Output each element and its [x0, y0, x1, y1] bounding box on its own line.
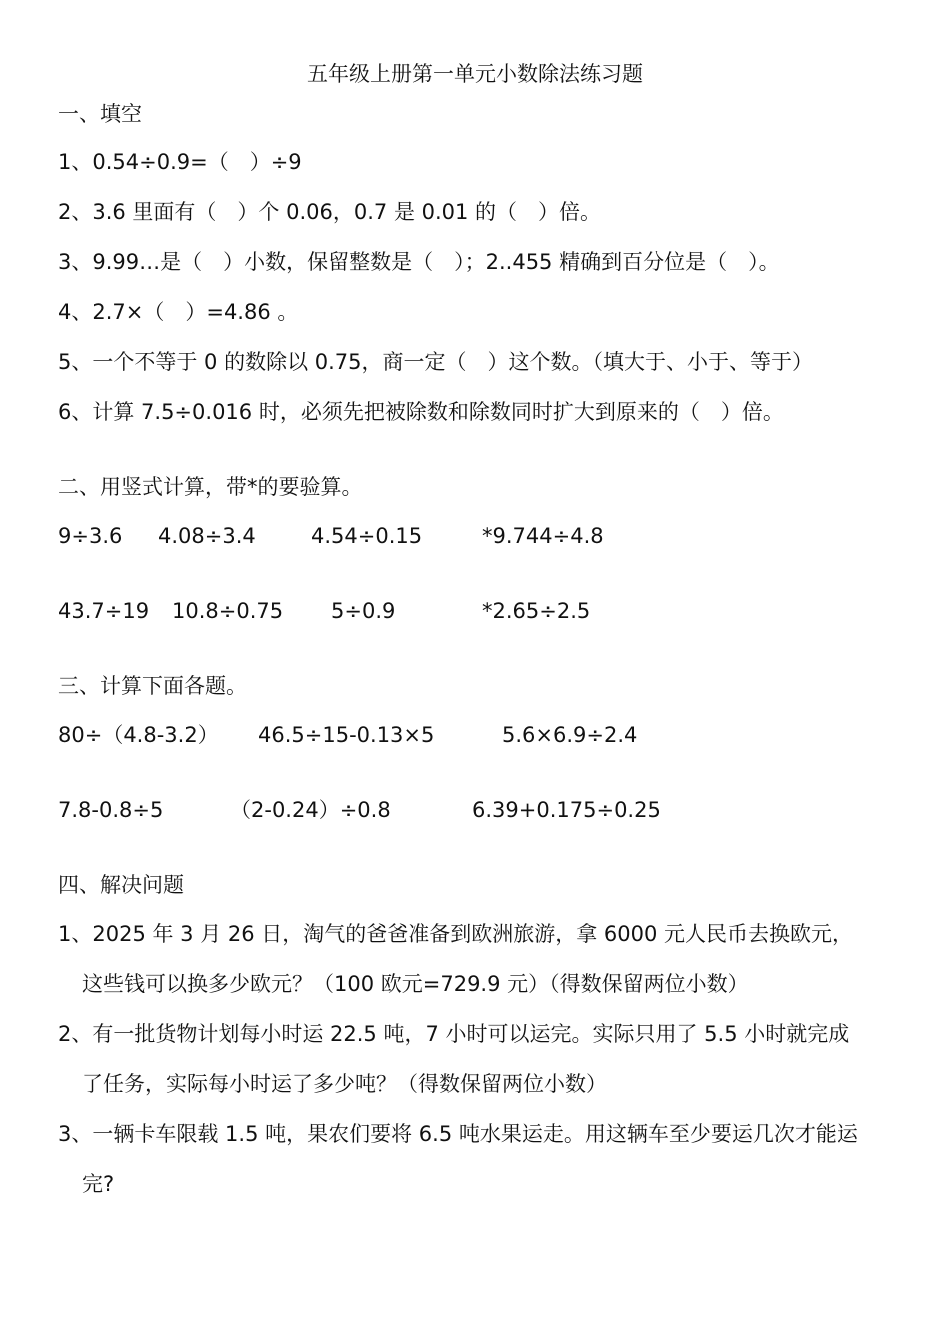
calc-problem: 4.08÷3.4: [158, 524, 256, 548]
document-title: 五年级上册第一单元小数除法练习题: [307, 62, 643, 86]
compute-problem: 80÷（4.8-3.2）: [58, 723, 219, 747]
compute-problem: 5.6×6.9÷2.4: [502, 723, 638, 747]
section-heading-vertical-calc: 二、用竖式计算，带*的要验算。: [58, 475, 363, 499]
compute-problem: 7.8-0.8÷5: [58, 798, 164, 822]
calc-problem: 4.54÷0.15: [311, 524, 423, 548]
question-1-5: 5、一个不等于 0 的数除以 0.75，商一定（ ）这个数。（填大于、小于、等于）: [58, 350, 814, 374]
calc-problem: *2.65÷2.5: [482, 599, 591, 623]
section-heading-compute: 三、计算下面各题。: [58, 674, 247, 698]
word-problem-3-line-1: 3、一辆卡车限载 1.5 吨，果农们要将 6.5 吨水果运走。用这辆车至少要运几次才能运: [58, 1122, 858, 1146]
compute-problem: 6.39+0.175÷0.25: [472, 798, 661, 822]
calc-problem: 43.7÷19: [58, 599, 150, 623]
question-1-1: 1、0.54÷0.9=（ ）÷9: [58, 150, 302, 174]
question-1-4: 4、2.7×（ ）=4.86 。: [58, 300, 299, 324]
question-1-3: 3、9.99…是（ ）小数，保留整数是（ ）；2..455 精确到百分位是（ ）。: [58, 250, 780, 274]
calc-problem: *9.744÷4.8: [482, 524, 604, 548]
word-problem-2-line-1: 2、有一批货物计划每小时运 22.5 吨，7 小时可以运完。实际只用了 5.5 小时就完成: [58, 1022, 850, 1046]
calc-problem: 9÷3.6: [58, 524, 123, 548]
compute-problem: 46.5÷15-0.13×5: [258, 723, 435, 747]
section-heading-word-problems: 四、解决问题: [58, 873, 184, 897]
calc-problem: 5÷0.9: [331, 599, 396, 623]
section-heading-fill-in: 一、填空: [58, 102, 142, 126]
word-problem-2-line-2: 了任务，实际每小时运了多少吨？（得数保留两位小数）: [82, 1072, 607, 1096]
word-problem-1-line-1: 1、2025 年 3 月 26 日，淘气的爸爸准备到欧洲旅游，拿 6000 元人民币去换欧元，: [58, 922, 854, 946]
calc-problem: 10.8÷0.75: [172, 599, 284, 623]
question-1-2: 2、3.6 里面有（ ）个 0.06，0.7 是 0.01 的（ ）倍。: [58, 200, 602, 224]
question-1-6: 6、计算 7.5÷0.016 时，必须先把被除数和除数同时扩大到原来的（ ）倍。: [58, 400, 784, 424]
word-problem-3-line-2: 完?: [82, 1172, 115, 1196]
word-problem-1-line-2: 这些钱可以换多少欧元？（100 欧元=729.9 元）（得数保留两位小数）: [82, 972, 749, 996]
compute-problem: （2-0.24）÷0.8: [230, 798, 391, 822]
